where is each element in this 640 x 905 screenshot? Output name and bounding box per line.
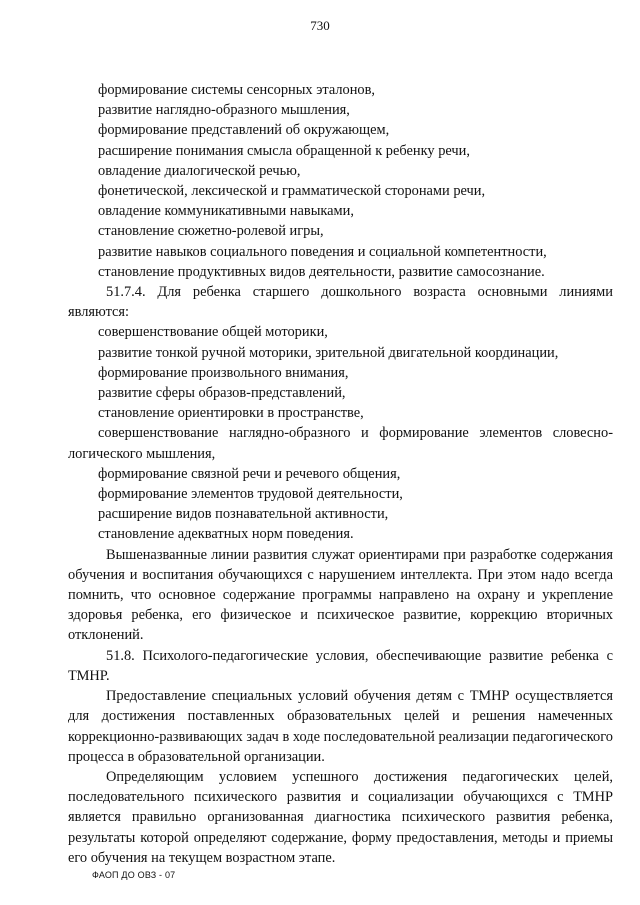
list-item: совершенствование наглядно-образного и формирование элементов словесно-логического мышления, (68, 425, 613, 462)
list-item: развитие тонкой ручной моторики, зрительной двигательной координации, (98, 344, 559, 361)
list-item: формирование представлений об окружающем, (98, 122, 390, 139)
document-body (68, 80, 613, 868)
list-item: фонетической, лексической и грамматической сторонами речи, (98, 183, 486, 200)
section-51-7-4-heading: 51.7.4. Для ребенка старшего дошкольного возраста основными линиями являются: (68, 284, 613, 321)
paragraph-diagnostics: Определяющим условием успешного достижения педагогических целей, последовательного психического развития и социализации обучающихся с ТМНР является правильно организованная диагностика психического развития ребенка, результаты которой определяют содержание, форму предоставления, методы и приемы его обучения на текущем возрастном этапе. (68, 768, 613, 866)
list-item: становление сюжетно-ролевой игры, (98, 223, 324, 240)
list-item: развитие наглядно-образного мышления, (98, 102, 350, 119)
list-item: формирование связной речи и речевого общения, (98, 465, 401, 482)
list-item: становление ориентировки в пространстве, (98, 405, 364, 422)
list-item: расширение понимания смысла обращенной к ребенку речи, (98, 142, 470, 159)
list-item: формирование системы сенсорных эталонов, (98, 82, 376, 98)
list-item: развитие сферы образов-представлений, (98, 385, 346, 402)
list-item: совершенствование общей моторики, (98, 324, 328, 341)
paragraph-development-lines: Вышеназванные линии развития служат ориентирами при разработке содержания обучения и воспитания обучающихся с нарушением интеллекта. При этом надо всегда помнить, что основное содержание программы направлено на охрану и укрепление здоровья ребенка, его физическое и психическое развитие, коррекцию вторичных отклонений. (68, 546, 613, 644)
list-item: формирование произвольного внимания, (98, 364, 349, 381)
document-footer: ФАОП ДО ОВЗ - 07 (92, 870, 176, 880)
page-number: 730 (310, 18, 330, 33)
list-item: становление адекватных норм поведения. (98, 526, 354, 543)
list-item: становление продуктивных видов деятельности, развитие самосознание. (98, 263, 545, 280)
list-item: расширение видов познавательной активности, (98, 506, 389, 523)
list-item: формирование элементов трудовой деятельности, (98, 486, 403, 503)
list-item: овладение коммуникативными навыками, (98, 203, 354, 220)
paragraph-special-conditions: Предоставление специальных условий обучения детям с ТМНР осуществляется для достижения поставленных образовательных целей и решения намеченных коррекционно-развивающих задач в ходе последовательной реализации педагогического процесса в образовательной организации. (68, 688, 613, 765)
list-item: овладение диалогической речью, (98, 162, 301, 179)
list-item: развитие навыков социального поведения и социальной компетентности, (98, 243, 547, 260)
section-51-8-heading: 51.8. Психолого-педагогические условия, обеспечивающие развитие ребенка с ТМНР. (68, 647, 613, 684)
